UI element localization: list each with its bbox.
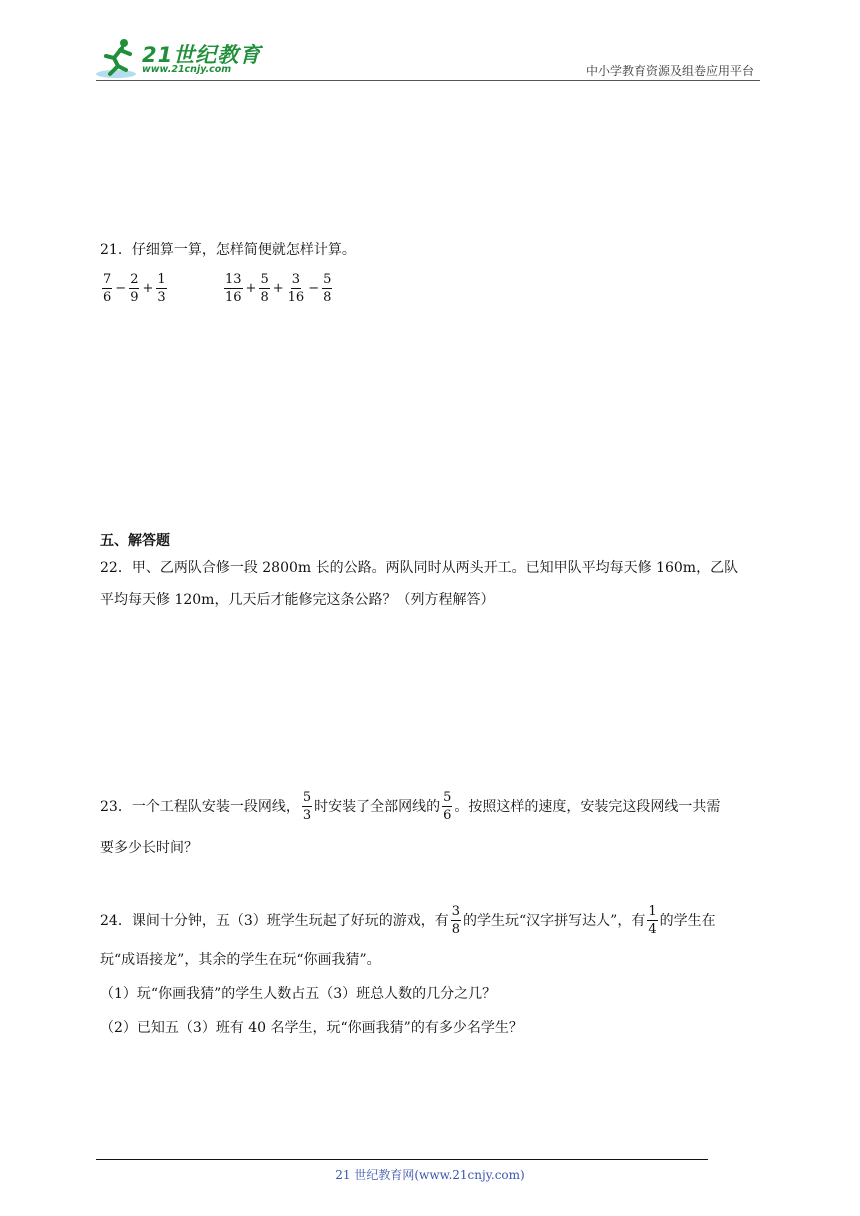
question-22-line-2: 平均每天修 120m，几天后才能修完这条公路？（列方程解答） [100,592,495,608]
q21-expression-2: $\frac{13}{16}$ + $\frac{5}{8}$ + $\frac{3}{16}$ − $\frac{5}{8}$ [225,272,332,305]
header-divider [96,80,760,81]
fraction: $\frac{5}{8}$ [260,272,269,305]
logo-url: www.21cnjy.com [142,64,232,75]
fraction: $\frac{13}{16}$ [225,272,242,305]
question-24-line-2: 玩“成语接龙”，其余的学生在玩“你画我猜”。 [100,952,381,968]
footer-divider [96,1159,708,1160]
fraction: $\frac{7}{6}$ [103,272,112,305]
question-22-line-1: 22．甲、乙两队合修一段 2800m 长的公路。两队同时从两头开工。已知甲队平均每天修 160m，乙队 [100,560,739,576]
question-23-line-1: 23．一个工程队安装一段网线， $\frac{5}{3}$ 时安装了全部网线的 $\frac{5}{6}$ 。按照这样的速度，安装完这段网线一共需 [100,790,721,823]
q21-expression-1: $\frac{7}{6}$ − $\frac{2}{9}$ + $\frac{1}{3}$ [103,272,166,305]
question-21: 21．仔细算一算，怎样简便就怎样计算。 [100,242,356,258]
fraction: $\frac{3}{8}$ [451,904,461,937]
runner-logo-icon [94,36,140,80]
fraction: $\frac{5}{6}$ [443,790,452,823]
footer-text: 21 世纪教育网(www.21cnjy.com) [335,1168,525,1182]
question-24-sub-2: （2）已知五（3）班有 40 名学生，玩“你画我猜”的有多少名学生？ [100,1020,523,1036]
fraction: $\frac{3}{16}$ [287,272,305,305]
fraction: $\frac{1}{4}$ [648,904,657,937]
question-24-line-1: 24．课间十分钟，五（3）班学生玩起了好玩的游戏，有 $\frac{3}{8}$ 的学生玩“汉字拼写达人”，有 $\frac{1}{4}$ 的学生在 [100,904,716,937]
platform-name: 中小学教育资源及组卷应用平台 [585,64,754,78]
fraction: $\frac{5}{3}$ [302,790,312,823]
logo-text: 21世纪教育 [142,43,262,67]
fraction: $\frac{2}{9}$ [130,272,139,305]
fraction: $\frac{5}{8}$ [323,272,332,305]
question-24-sub-1: （1）玩“你画我猜”的学生人数占五（3）班总人数的几分之几？ [100,986,497,1002]
section-title: 五、解答题 [100,533,170,549]
logo [94,36,264,82]
question-23-line-2: 要多少长时间？ [100,840,198,856]
fraction: $\frac{1}{3}$ [157,272,166,305]
